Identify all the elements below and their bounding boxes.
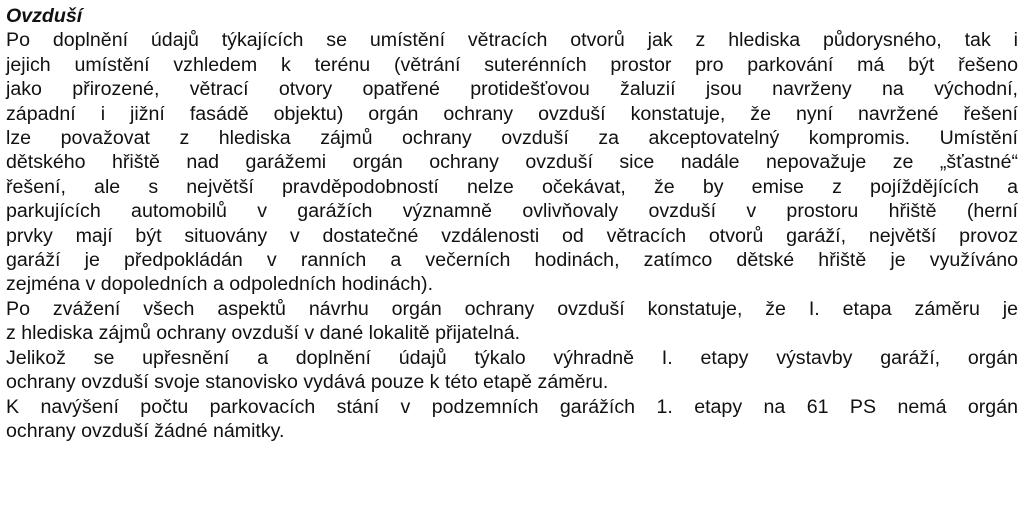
- document-page: [6, 4, 1018, 443]
- paragraph-line: garáží je předpokládán v ranních a večerních hodinách, zatímco dětské hřiště je využíváno: [6, 249, 1018, 272]
- paragraph-line: parkujících automobilů v garážích významně ovlivňovaly ovzduší v prostoru hřiště (herní: [6, 200, 1018, 223]
- paragraph-line: lze považovat z hlediska zájmů ochrany ovzduší za akceptovatelný kompromis. Umístění: [6, 127, 1018, 150]
- paragraph-line: Po zvážení všech aspektů návrhu orgán ochrany ovzduší konstatuje, že I. etapa záměru je: [6, 297, 1018, 320]
- paragraph-line: prvky mají být situovány v dostatečné vzdálenosti od větracích otvorů garáží, největší provoz: [6, 224, 1018, 247]
- paragraph-line: dětského hřiště nad garážemi orgán ochrany ovzduší sice nadále nepovažuje ze „šťastné“: [6, 151, 1018, 174]
- paragraph-line: jako přirozené, větrací otvory opatřené protidešťovou žaluzií jsou navrženy na východní,: [6, 78, 1018, 101]
- paragraph-parking-increase: [6, 395, 1018, 444]
- paragraph-line: ochrany ovzduší svoje stanovisko vydává pouze k této etapě záměru.: [6, 371, 609, 394]
- paragraph-stage-scope: [6, 346, 1018, 395]
- paragraph-line: řešení, ale s největší pravděpodobností nelze očekávat, že by emise z pojíždějících a: [6, 175, 1018, 198]
- paragraph-stage-conclusion: [6, 297, 1018, 346]
- paragraph-line: jejich umístění vzhledem k terénu (větrání suterénních prostor pro parkování má být řešeno: [6, 53, 1018, 76]
- paragraph-line: K navýšení počtu parkovacích stání v podzemních garážích 1. etapy na 61 PS nemá orgán: [6, 395, 1018, 418]
- section-heading: Ovzduší: [6, 5, 83, 27]
- paragraph-line: z hlediska zájmů ochrany ovzduší v dané lokalitě přijatelná.: [6, 322, 521, 345]
- paragraph-ventilation-assessment: [6, 28, 1018, 296]
- paragraph-line: zejména v dopoledních a odpoledních hodinách).: [6, 273, 434, 296]
- paragraph-line: západní i jižní fasádě objektu) orgán ochrany ovzduší konstatuje, že nyní navržené řešení: [6, 102, 1018, 125]
- paragraph-line: Po doplnění údajů týkajících se umístění větracích otvorů jak z hlediska půdorysného, tak i: [6, 29, 1018, 52]
- paragraph-line: ochrany ovzduší žádné námitky.: [6, 419, 285, 442]
- paragraph-line: Jelikož se upřesnění a doplnění údajů týkalo výhradně I. etapy výstavby garáží, orgán: [6, 346, 1018, 369]
